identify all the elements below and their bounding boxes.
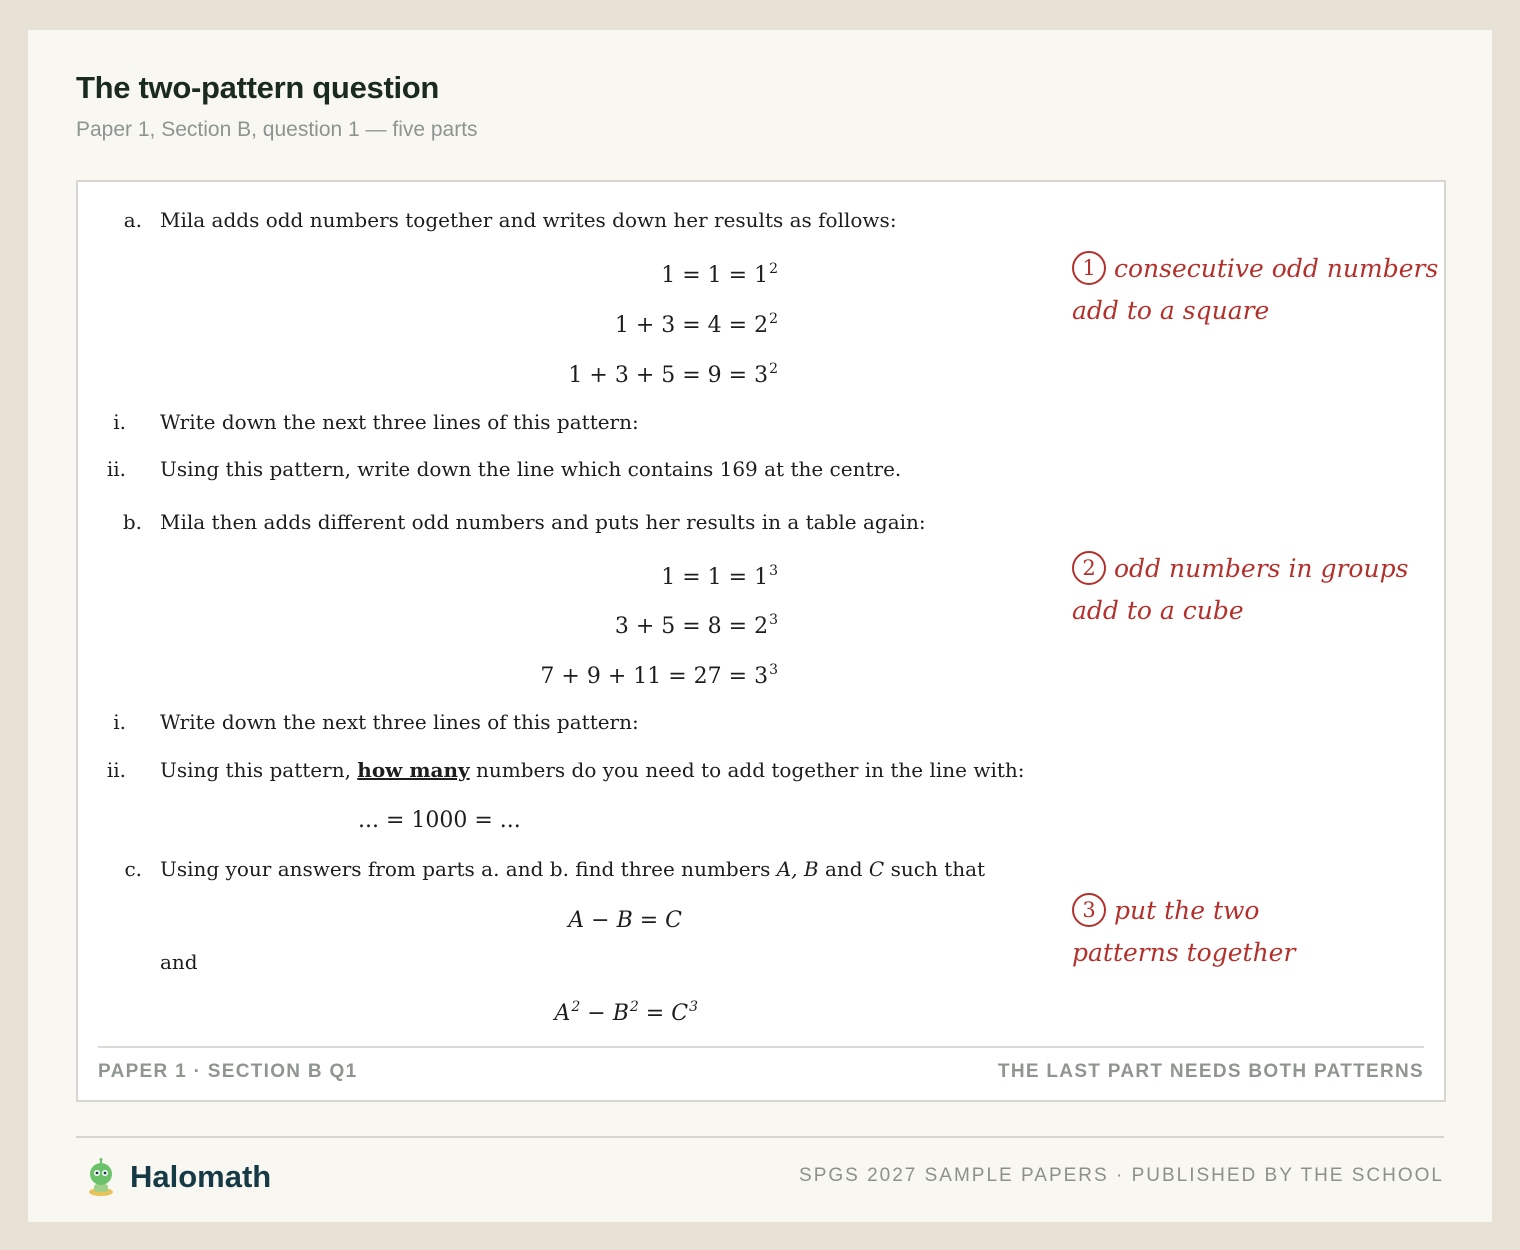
part-b-i-text: Write down the next three lines of this pattern:: [160, 710, 639, 734]
part-a-intro: Mila adds odd numbers together and writes down her results as follows:: [160, 208, 897, 232]
page: [28, 30, 1492, 1222]
part-a-ii-text: Using this pattern, write down the line which contains 169 at the centre.: [160, 457, 902, 481]
annotation-2: 2 odd numbers in groups add to a cube: [1072, 548, 1408, 632]
annotation-3: 3 put the two patterns together: [1072, 890, 1295, 974]
equation-b1: $1 = 1 = 1^3$: [661, 563, 778, 590]
card-footer-left: PAPER 1 · SECTION B Q1: [98, 1061, 358, 1082]
annotation-3-number: 3: [1072, 893, 1106, 927]
equation-b2: $3 + 5 = 8 = 2^3$: [614, 612, 778, 639]
part-a-i-label: i.: [113, 410, 126, 434]
part-a-ii-label: ii.: [106, 457, 126, 481]
annotation-1-number: 1: [1072, 251, 1106, 285]
part-c-label: c.: [124, 857, 142, 881]
part-b-intro: Mila then adds different odd numbers and puts her results in a table again:: [160, 510, 926, 534]
card-footer-divider: [98, 1046, 1424, 1048]
emphasis-how-many: how many: [357, 758, 470, 782]
page-title: The two-pattern question: [76, 70, 440, 105]
equation-a3: $1 + 3 + 5 = 9 = 3^2$: [568, 361, 778, 388]
brand-name: Halomath: [130, 1159, 272, 1194]
part-b-ii-text: Using this pattern, how many numbers do you need to add together in the line with:: [160, 758, 1025, 782]
question-card: [76, 180, 1446, 1102]
footer-divider: [76, 1136, 1444, 1138]
part-a-label: a.: [123, 208, 142, 232]
part-b-ii-label: ii.: [106, 758, 126, 782]
equation-a1: $1 = 1 = 1^2$: [661, 261, 778, 288]
card-footer-right: THE LAST PART NEEDS BOTH PATTERNS: [997, 1061, 1424, 1082]
equation-b3: $7 + 9 + 11 = 27 = 3^3$: [540, 662, 778, 689]
annotation-2-number: 2: [1072, 551, 1106, 585]
page-subtitle: Paper 1, Section B, question 1 — five parts: [76, 118, 478, 141]
publisher-note: SPGS 2027 SAMPLE PAPERS · PUBLISHED BY THE SCHOOL: [799, 1165, 1444, 1186]
part-c-and: and: [160, 950, 198, 974]
part-b-label: b.: [122, 510, 142, 534]
part-b-i-label: i.: [113, 710, 126, 734]
equation-c2: $A^2 - B^2 = C^3$: [554, 999, 698, 1026]
part-c-intro: Using your answers from parts a. and b. find three numbers A, B and C such that: [160, 857, 986, 881]
equation-b-ii: ... = 1000 = ...: [358, 808, 521, 833]
part-a-i-text: Write down the next three lines of this pattern:: [160, 410, 639, 434]
halomath-logo-icon: [84, 1158, 118, 1198]
equation-c1: A − B = C: [568, 908, 682, 933]
annotation-1: 1 consecutive odd numbers add to a square: [1072, 248, 1438, 332]
equation-a2: $1 + 3 = 4 = 2^2$: [614, 311, 778, 338]
